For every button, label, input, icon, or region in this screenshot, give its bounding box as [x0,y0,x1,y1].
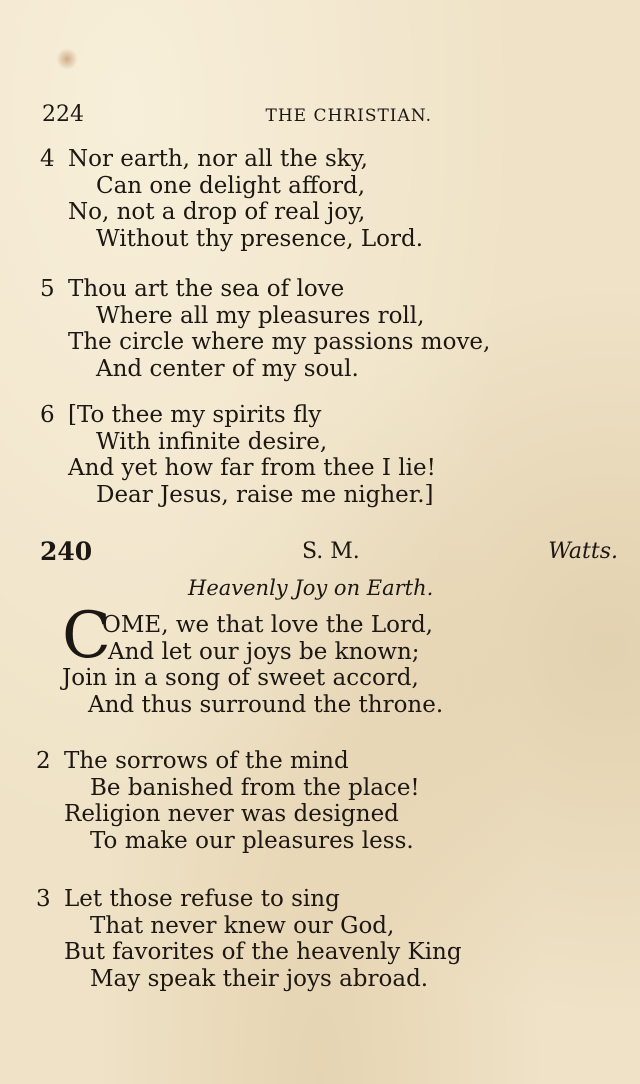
running-title: THE CHRISTIAN. [265,106,432,126]
hymn-number: 240 [40,537,93,566]
verse-line: Religion never was designed [64,801,399,827]
verse-line: OME, we that love the Lord, [102,612,433,638]
verse-number: 6 [40,402,55,428]
verse-number: 5 [40,276,55,302]
verse-4 [40,146,423,252]
verse-line: And let our joys be known; [108,638,420,665]
verse-line: And center of my soul. [96,355,359,382]
verse-6 [40,402,436,508]
verse-line: 3 Let those refuse to sing [36,886,340,912]
verse-line: Join in a song of sweet accord, [62,665,419,691]
verse-line: 4 Nor earth, nor all the sky, [40,146,368,172]
verse-line: But favorites of the heavenly King [64,939,462,965]
verse-line: Where all my pleasures roll, [96,302,425,329]
verse-line: 6 [To thee my spirits fly [40,402,322,428]
verse-line: 5 Thou art the sea of love [40,276,345,302]
verse-line: To make our pleasures less. [90,827,414,854]
verse-line: 2 The sorrows of the mind [36,748,349,774]
hymn-header [40,537,618,569]
page-header [42,102,432,132]
drop-cap: C [62,599,111,673]
hymn-author: Watts. [548,539,618,564]
verse-number: 2 [36,748,51,774]
verse-line: May speak their joys abroad. [90,965,429,992]
verse-line: That never knew our God, [90,912,395,939]
verse-line: Dear Jesus, raise me nigher.] [96,481,434,508]
verse-line: And yet how far from thee I lie! [68,455,436,481]
verse-number: 3 [36,886,51,912]
hymn-subtitle: Heavenly Joy on Earth. [188,576,434,600]
hymn-verse-3 [36,886,462,992]
page-number: 224 [42,102,84,127]
verse-line: Can one delight afford, [96,172,366,199]
verse-line: Without thy presence, Lord. [96,225,424,252]
verse-line: With infinite desire, [96,428,328,455]
verse-line: The circle where my passions move, [68,329,491,355]
verse-number: 4 [40,146,55,172]
verse-5 [40,276,490,382]
verse-line: Be banished from the place! [90,774,420,801]
verse-line: And thus surround the throne. [88,691,444,718]
hymn-meter: S. M. [302,539,360,564]
ink-blot [56,48,78,70]
hymn-verse-2 [36,748,420,854]
verse-line: No, not a drop of real joy, [68,199,366,225]
hymn-verse-1 [62,612,443,718]
